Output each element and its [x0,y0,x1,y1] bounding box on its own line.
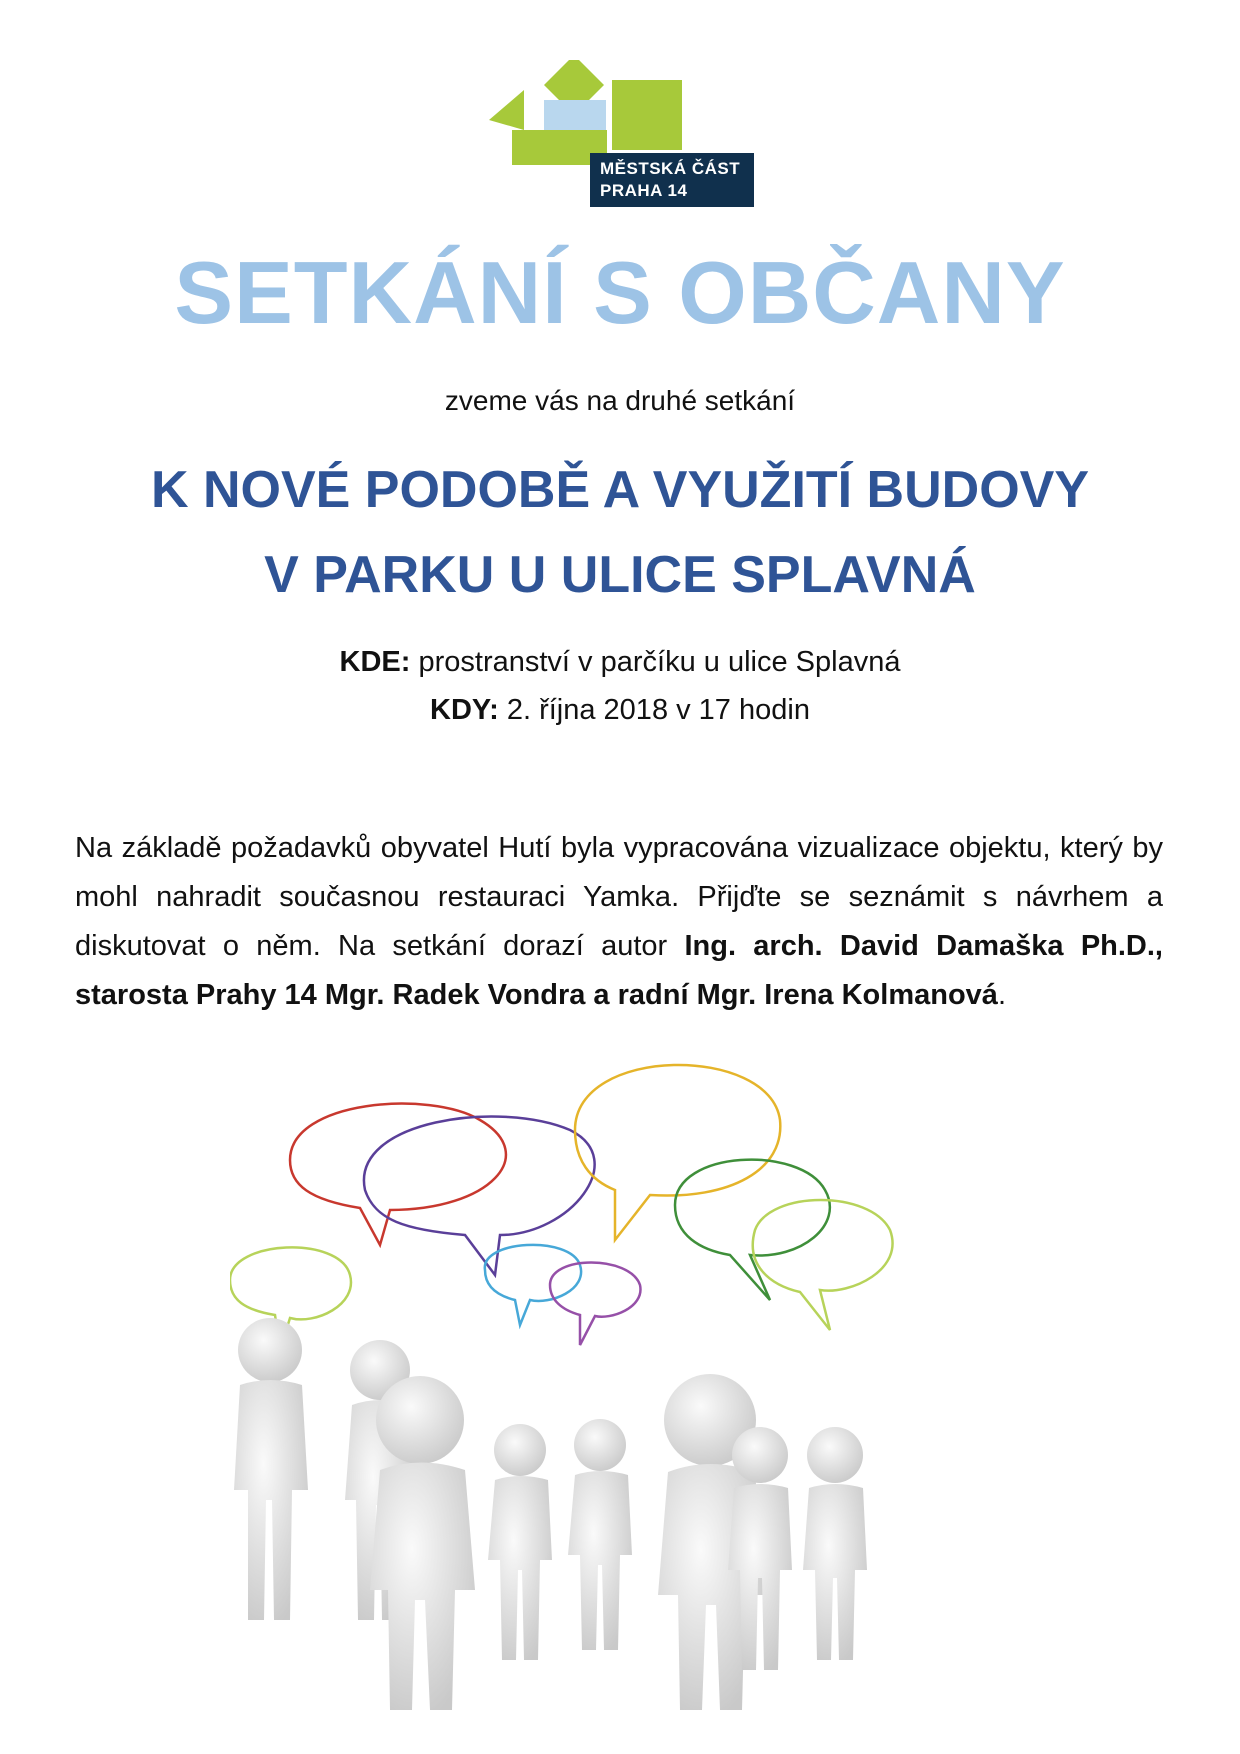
bubble-lime-right [753,1200,893,1330]
headline-line-2: V PARKU U ULICE SPLAVNÁ [264,546,976,604]
page-title: SETKÁNÍ S OBČANY [174,243,1066,342]
speech-bubbles [230,1065,893,1350]
where-label: KDE: [339,646,411,678]
paragraph-text-end: . [997,979,1006,1011]
bubble-cyan [485,1245,581,1325]
logo-line-1: MĚSTSKÁ ČÁST [600,159,741,178]
figures [234,1318,867,1710]
description-paragraph [75,824,1163,1020]
bubble-purple [364,1117,595,1276]
logo-line-2: PRAHA 14 [600,181,688,200]
bubble-green [675,1160,830,1300]
headline-line-1: K NOVÉ PODOBĚ A VYUŽITÍ BUDOVY [150,461,1090,519]
bubble-violet [550,1263,640,1346]
bubble-yellow [575,1065,780,1240]
paragraph-text-start: Na základě požadavků obyvatel Hutí byla vypracována vizualizace objektu, který by mohl nahradit současnou restauraci Yamka. Přijďte se seznámit s návrhem a diskutovat o něm. Na setkání dorazí autor [75,832,1163,962]
paragraph-bold-names: Ing. arch. David Damaška Ph.D., starosta Prahy 14 Mgr. Radek Vondra a radní Mgr. Irena Kolmanová [75,930,1163,1011]
logo-text [590,153,754,207]
when-label: KDY: [430,694,499,726]
when-line [0,693,1240,727]
where-line [0,645,1240,679]
people-talking-illustration [230,1060,1010,1720]
intro-text: zveme vás na druhé setkání [444,385,796,416]
when-value: 2. října 2018 v 17 hodin [498,694,810,726]
where-value: prostranství v parčíku u ulice Splavná [410,646,901,678]
